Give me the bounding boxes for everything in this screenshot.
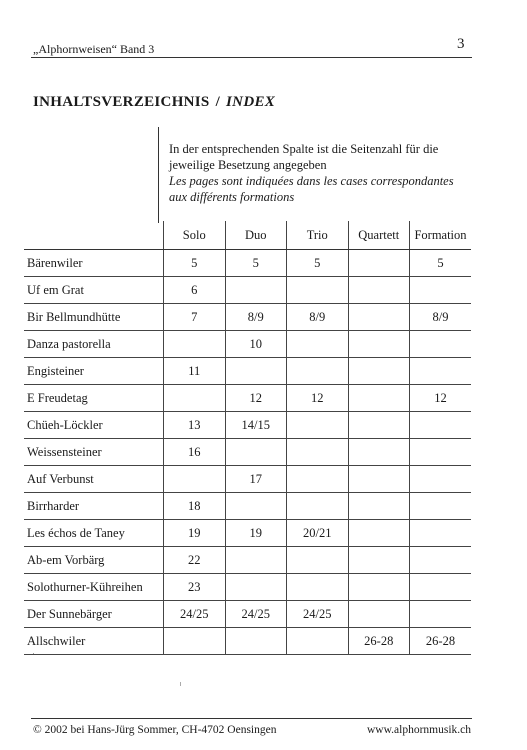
page-cell [348, 385, 410, 412]
page-cell [287, 412, 349, 439]
page-cell: 5 [164, 250, 226, 277]
page-cell: 22 [164, 547, 226, 574]
page-cell [225, 493, 287, 520]
page-cell [410, 547, 472, 574]
header-rule [31, 57, 472, 58]
page-cell [410, 277, 472, 304]
song-title: Bir Bellmundhütte [24, 304, 164, 331]
table-header-row [24, 221, 471, 250]
table-row [24, 250, 471, 277]
header-title-cell [24, 221, 164, 250]
page-cell [287, 493, 349, 520]
table-row [24, 574, 471, 601]
page-cell [410, 601, 472, 628]
table-row [24, 466, 471, 493]
column-header: Solo [164, 221, 226, 250]
page-cell: 17 [225, 466, 287, 493]
margin-mark [33, 653, 34, 654]
page-cell: 20/21 [287, 520, 349, 547]
table-row [24, 520, 471, 547]
table-row [24, 385, 471, 412]
page-cell [164, 385, 226, 412]
page-cell [348, 304, 410, 331]
song-title: Solothurner-Kühreihen [24, 574, 164, 601]
song-title: Engisteiner [24, 358, 164, 385]
page-cell [348, 439, 410, 466]
title-separator: / [215, 94, 221, 110]
page-cell [348, 547, 410, 574]
running-header: „Alphornweisen“ Band 3 [33, 42, 155, 56]
song-title: Danza pastorella [24, 331, 164, 358]
page-cell [348, 412, 410, 439]
page-cell: 12 [410, 385, 472, 412]
page-cell [225, 358, 287, 385]
table-row [24, 493, 471, 520]
page-cell [410, 520, 472, 547]
page-cell: 12 [287, 385, 349, 412]
page-cell [287, 547, 349, 574]
page-cell [410, 466, 472, 493]
table-row [24, 601, 471, 628]
margin-tick [180, 682, 181, 686]
song-title: Der Sunnebärger [24, 601, 164, 628]
song-title: Allschwiler [24, 628, 164, 655]
page-cell: 24/25 [164, 601, 226, 628]
page-cell [164, 628, 226, 655]
table-row [24, 439, 471, 466]
page-cell [287, 439, 349, 466]
column-header: Trio [287, 221, 349, 250]
page-cell [225, 547, 287, 574]
page-cell [225, 628, 287, 655]
table-body [24, 250, 471, 655]
page-cell: 7 [164, 304, 226, 331]
table-row [24, 331, 471, 358]
column-header: Duo [225, 221, 287, 250]
title-german: INHALTSVERZEICHNIS [33, 94, 210, 110]
page-cell: 11 [164, 358, 226, 385]
page-cell [287, 277, 349, 304]
page-cell [287, 331, 349, 358]
song-title: Weissensteiner [24, 439, 164, 466]
page-cell [287, 574, 349, 601]
footer-website: www.alphornmusik.ch [367, 724, 472, 736]
table-row [24, 358, 471, 385]
table-row [24, 277, 471, 304]
column-header: Quartett [348, 221, 410, 250]
page-cell: 5 [410, 250, 472, 277]
page-cell [164, 331, 226, 358]
song-title: Uf em Grat [24, 277, 164, 304]
intro-fr-line1: Les pages sont indiquées dans les cases correspondantes [169, 174, 454, 188]
page-cell [410, 439, 472, 466]
page-cell: 24/25 [225, 601, 287, 628]
page-cell [348, 331, 410, 358]
page-cell: 26-28 [348, 628, 410, 655]
page-cell [348, 358, 410, 385]
page-cell [287, 466, 349, 493]
page-cell [164, 466, 226, 493]
page-cell [410, 358, 472, 385]
page-cell: 16 [164, 439, 226, 466]
intro-de-line2: jeweilige Besetzung angegeben [169, 158, 327, 172]
page-cell: 19 [164, 520, 226, 547]
page-cell: 23 [164, 574, 226, 601]
intro-de-line1: In der entsprechenden Spalte ist die Seitenzahl für die [169, 142, 439, 156]
column-header: Formation [410, 221, 472, 250]
intro-divider [158, 127, 159, 223]
page-cell [225, 439, 287, 466]
page-cell [348, 250, 410, 277]
page-title [33, 94, 275, 111]
page-cell: 12 [225, 385, 287, 412]
page-cell [348, 277, 410, 304]
page-cell: 14/15 [225, 412, 287, 439]
page-cell [410, 331, 472, 358]
song-title: E Freudetag [24, 385, 164, 412]
page-cell [287, 628, 349, 655]
title-french: INDEX [226, 94, 276, 110]
page-cell: 5 [287, 250, 349, 277]
page-cell: 26-28 [410, 628, 472, 655]
page-cell: 8/9 [410, 304, 472, 331]
song-title: Les échos de Taney [24, 520, 164, 547]
page-cell [348, 574, 410, 601]
page-cell [410, 412, 472, 439]
song-title: Birrharder [24, 493, 164, 520]
page-cell [348, 466, 410, 493]
page-cell: 18 [164, 493, 226, 520]
table-row [24, 547, 471, 574]
page-cell: 8/9 [225, 304, 287, 331]
song-title: Ab-em Vorbärg [24, 547, 164, 574]
song-title: Chüeh-Löckler [24, 412, 164, 439]
intro-text [169, 141, 469, 205]
table-row [24, 304, 471, 331]
footer-copyright: © 2002 bei Hans-Jürg Sommer, CH-4702 Oensingen [33, 724, 277, 736]
page-cell [348, 520, 410, 547]
table-row [24, 412, 471, 439]
page-cell: 13 [164, 412, 226, 439]
page-cell [225, 574, 287, 601]
song-title: Auf Verbunst [24, 466, 164, 493]
page-cell: 19 [225, 520, 287, 547]
song-title: Bärenwiler [24, 250, 164, 277]
page-number: 3 [457, 36, 465, 52]
footer-rule [31, 718, 472, 719]
page-cell [410, 493, 472, 520]
page-cell [287, 358, 349, 385]
page-cell [225, 277, 287, 304]
page-cell [348, 601, 410, 628]
page-cell [348, 493, 410, 520]
page-cell [410, 574, 472, 601]
page-cell: 10 [225, 331, 287, 358]
intro-fr-line2: aux différents formations [169, 190, 295, 204]
page-cell: 5 [225, 250, 287, 277]
table-row [24, 628, 471, 655]
index-table [24, 221, 471, 655]
page-cell: 24/25 [287, 601, 349, 628]
page-cell: 8/9 [287, 304, 349, 331]
page-cell: 6 [164, 277, 226, 304]
